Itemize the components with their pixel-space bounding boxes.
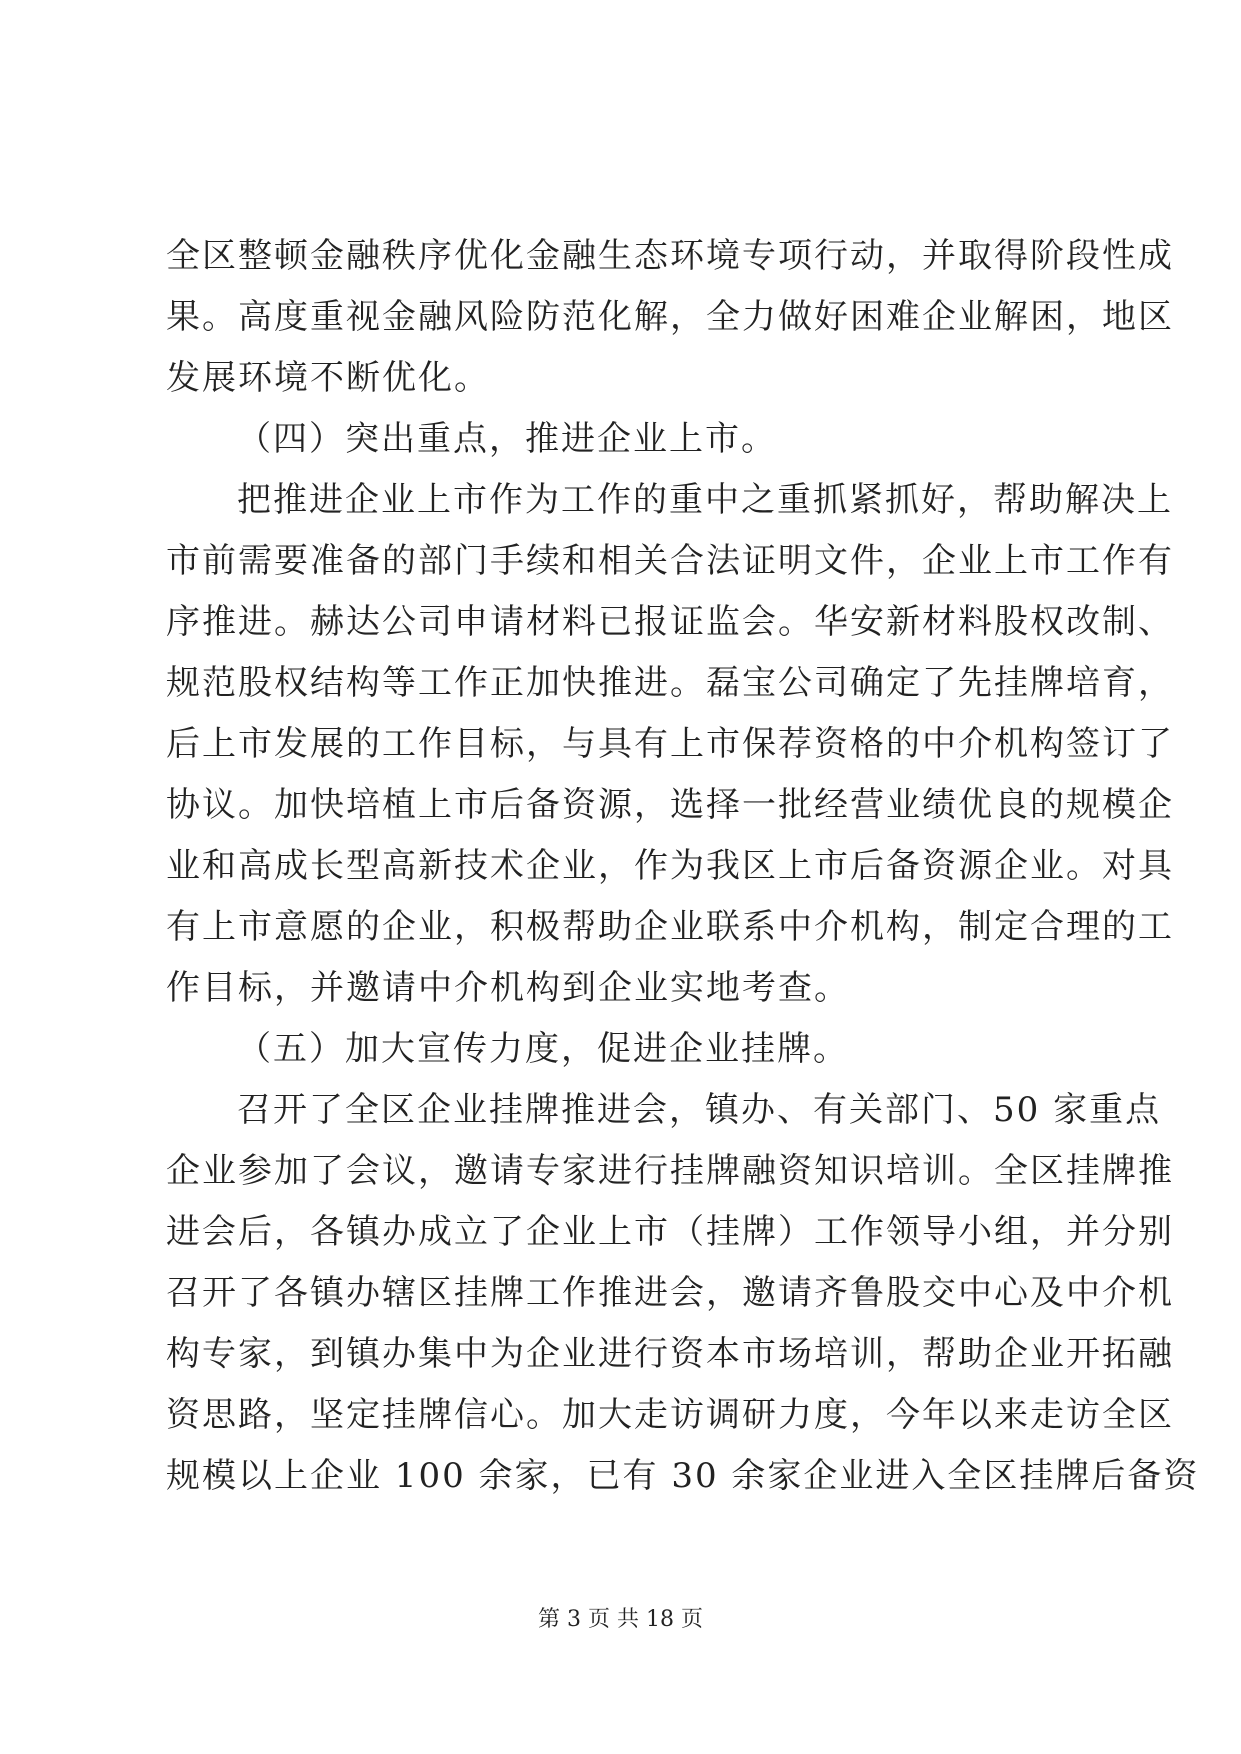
text-line: 企业参加了会议，邀请专家进行挂牌融资知识培训。全区挂牌推 bbox=[166, 1151, 1174, 1191]
text-line: 市前需要准备的部门手续和相关合法证明文件，企业上市工作有 bbox=[166, 541, 1174, 581]
text-line: 规模以上企业 100 余家，已有 30 余家企业进入全区挂牌后备资 bbox=[166, 1456, 1200, 1496]
text-line: 发展环境不断优化。 bbox=[166, 358, 490, 398]
text-line: 后上市发展的工作目标，与具有上市保荐资格的中介机构签订了 bbox=[166, 724, 1174, 764]
text-line: 作目标，并邀请中介机构到企业实地考查。 bbox=[166, 968, 850, 1008]
text-line: 资思路，坚定挂牌信心。加大走访调研力度，今年以来走访全区 bbox=[166, 1395, 1174, 1435]
text-line: 序推进。赫达公司申请材料已报证监会。华安新材料股权改制、 bbox=[166, 602, 1174, 642]
text-line: 协议。加快培植上市后备资源，选择一批经营业绩优良的规模企 bbox=[166, 785, 1174, 825]
text-line: 把推进企业上市作为工作的重中之重抓紧抓好，帮助解决上 bbox=[237, 480, 1173, 520]
text-line: 进会后，各镇办成立了企业上市（挂牌）工作领导小组，并分别 bbox=[166, 1212, 1174, 1252]
text-line: 业和高成长型高新技术企业，作为我区上市后备资源企业。对具 bbox=[166, 846, 1174, 886]
text-line: 全区整顿金融秩序优化金融生态环境专项行动，并取得阶段性成 bbox=[166, 236, 1174, 276]
text-line: （五）加大宣传力度，促进企业挂牌。 bbox=[237, 1029, 849, 1069]
text-line: 果。高度重视金融风险防范化解，全力做好困难企业解困，地区 bbox=[166, 297, 1174, 337]
page-footer: 第 3 页 共 18 页 bbox=[538, 1607, 703, 1632]
text-line: 规范股权结构等工作正加快推进。磊宝公司确定了先挂牌培育， bbox=[166, 663, 1174, 703]
text-line: 构专家，到镇办集中为企业进行资本市场培训，帮助企业开拓融 bbox=[166, 1334, 1174, 1374]
text-line: 召开了各镇办辖区挂牌工作推进会，邀请齐鲁股交中心及中介机 bbox=[166, 1273, 1174, 1313]
body-text bbox=[166, 226, 1200, 1507]
text-line: 有上市意愿的企业，积极帮助企业联系中介机构，制定合理的工 bbox=[166, 907, 1174, 947]
text-line: 召开了全区企业挂牌推进会，镇办、有关部门、50 家重点 bbox=[237, 1090, 1162, 1130]
text-line: （四）突出重点，推进企业上市。 bbox=[237, 419, 777, 459]
